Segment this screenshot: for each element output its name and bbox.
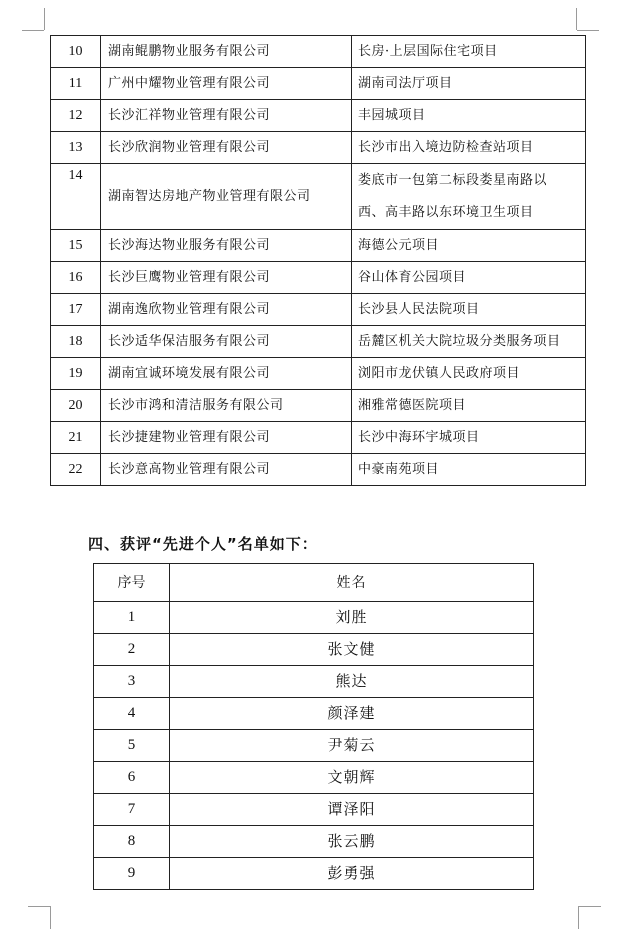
project-name: 丰园城项目	[352, 100, 586, 132]
table-row	[51, 390, 586, 422]
row-number: 11	[51, 68, 101, 100]
table-row	[94, 858, 534, 890]
seq-number: 6	[94, 762, 170, 794]
row-number: 22	[51, 454, 101, 486]
table-row	[94, 634, 534, 666]
seq-number: 5	[94, 730, 170, 762]
table-row	[94, 826, 534, 858]
company-name: 长沙捷建物业管理有限公司	[101, 422, 352, 454]
person-name: 熊达	[170, 666, 534, 698]
section-heading: 四、获评“先进个人”名单如下：	[88, 535, 318, 553]
company-name: 湖南宜诚环境发展有限公司	[101, 358, 352, 390]
person-name: 彭勇强	[170, 858, 534, 890]
project-name: 浏阳市龙伏镇人民政府项目	[352, 358, 586, 390]
company-name: 长沙市鸿和清洁服务有限公司	[101, 390, 352, 422]
row-number: 16	[51, 262, 101, 294]
row-number: 20	[51, 390, 101, 422]
row-number: 10	[51, 36, 101, 68]
table-row	[94, 602, 534, 634]
project-name: 中豪南苑项目	[352, 454, 586, 486]
table-row	[94, 730, 534, 762]
page-corner-mark-top-right	[576, 8, 599, 30]
company-name: 湖南逸欣物业管理有限公司	[101, 294, 352, 326]
project-name: 长房·上层国际住宅项目	[352, 36, 586, 68]
company-name: 湖南智达房地产物业管理有限公司	[101, 164, 352, 230]
table-row	[94, 698, 534, 730]
company-name: 长沙适华保洁服务有限公司	[101, 326, 352, 358]
table-header-row	[94, 564, 534, 602]
company-name: 长沙欣润物业管理有限公司	[101, 132, 352, 164]
company-name: 长沙海达物业服务有限公司	[101, 230, 352, 262]
row-number: 21	[51, 422, 101, 454]
advanced-individuals-table	[93, 563, 534, 890]
table-row	[51, 294, 586, 326]
table-row	[51, 230, 586, 262]
project-name-line-2: 西、高丰路以东环境卫生项目	[358, 205, 534, 220]
table-row	[51, 454, 586, 486]
company-name: 长沙汇祥物业管理有限公司	[101, 100, 352, 132]
company-name: 长沙巨鹰物业管理有限公司	[101, 262, 352, 294]
person-name: 张云鹏	[170, 826, 534, 858]
seq-number: 9	[94, 858, 170, 890]
row-number: 15	[51, 230, 101, 262]
project-name	[352, 164, 586, 230]
project-name: 岳麓区机关大院垃圾分类服务项目	[352, 326, 586, 358]
table-row	[94, 666, 534, 698]
header-name: 姓名	[170, 564, 534, 602]
row-number: 17	[51, 294, 101, 326]
project-name: 湘雅常德医院项目	[352, 390, 586, 422]
project-name: 长沙县人民法院项目	[352, 294, 586, 326]
table-row	[51, 326, 586, 358]
table-row	[51, 262, 586, 294]
person-name: 颜泽建	[170, 698, 534, 730]
project-name: 长沙市出入境边防检查站项目	[352, 132, 586, 164]
page-corner-mark-bottom-left	[28, 906, 51, 929]
table-row	[94, 762, 534, 794]
person-name: 刘胜	[170, 602, 534, 634]
page-corner-mark-bottom-right	[578, 906, 601, 929]
table-row	[51, 100, 586, 132]
row-number: 19	[51, 358, 101, 390]
row-number: 12	[51, 100, 101, 132]
seq-number: 3	[94, 666, 170, 698]
person-name: 谭泽阳	[170, 794, 534, 826]
table-row	[51, 132, 586, 164]
table-row	[51, 164, 586, 230]
row-number: 18	[51, 326, 101, 358]
row-number: 14	[51, 164, 101, 230]
project-name: 谷山体育公园项目	[352, 262, 586, 294]
seq-number: 2	[94, 634, 170, 666]
advanced-units-table	[50, 35, 586, 486]
company-name: 湖南鲲鹏物业服务有限公司	[101, 36, 352, 68]
header-seq: 序号	[94, 564, 170, 602]
person-name: 张文健	[170, 634, 534, 666]
page-corner-mark-top-left	[22, 8, 45, 30]
table-row	[51, 422, 586, 454]
seq-number: 7	[94, 794, 170, 826]
table-row	[51, 36, 586, 68]
person-name: 尹菊云	[170, 730, 534, 762]
table-row	[94, 794, 534, 826]
seq-number: 4	[94, 698, 170, 730]
table-row	[51, 68, 586, 100]
person-name: 文朝辉	[170, 762, 534, 794]
project-name: 海德公元项目	[352, 230, 586, 262]
project-name: 长沙中海环宇城项目	[352, 422, 586, 454]
seq-number: 8	[94, 826, 170, 858]
project-name-line-1: 娄底市一包第二标段娄星南路以	[358, 173, 548, 188]
table-row	[51, 358, 586, 390]
row-number: 13	[51, 132, 101, 164]
seq-number: 1	[94, 602, 170, 634]
company-name: 长沙意高物业管理有限公司	[101, 454, 352, 486]
company-name: 广州中耀物业管理有限公司	[101, 68, 352, 100]
project-name: 湖南司法厅项目	[352, 68, 586, 100]
